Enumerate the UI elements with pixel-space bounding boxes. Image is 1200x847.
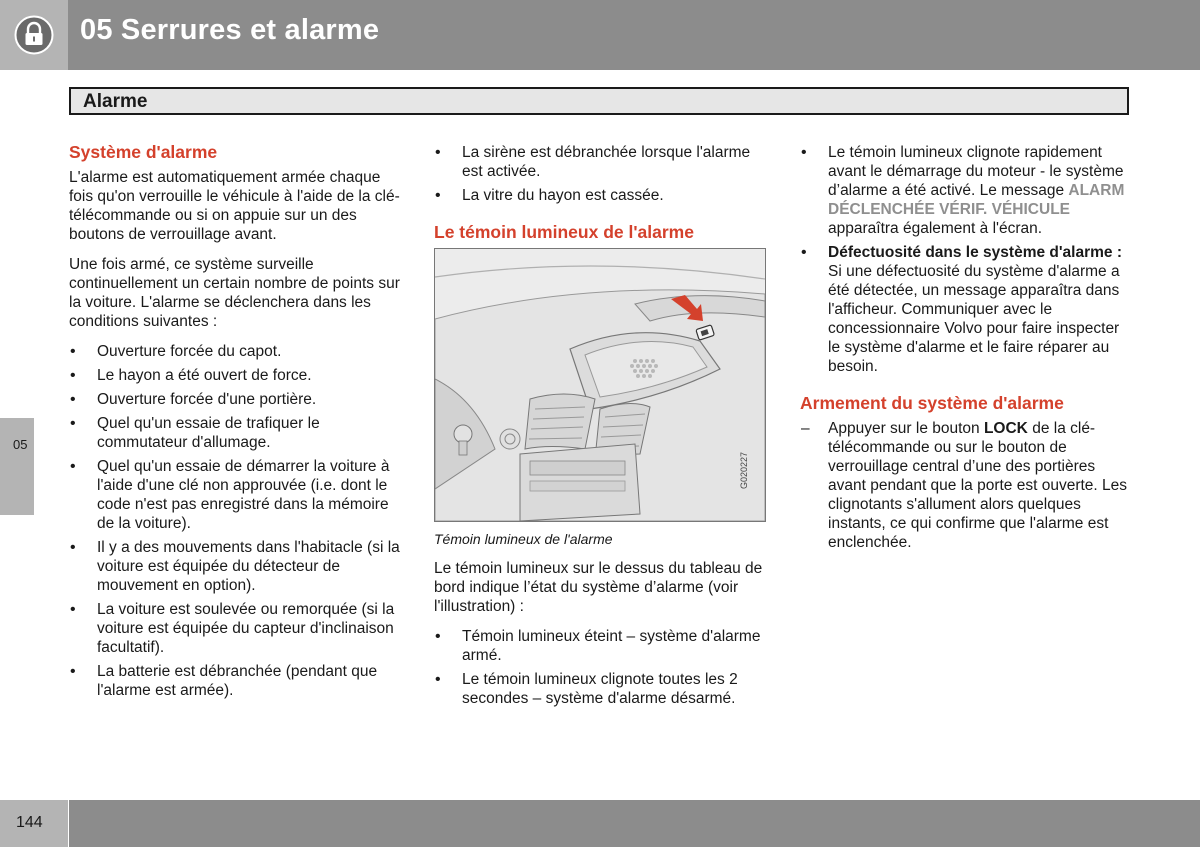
list-item: • La voiture est soulevée ou remorquée (si la voiture est équipée du capteur d'inclinaison facultatif).: [69, 600, 404, 657]
bold-lead: Défectuosité dans le système d'alarme :: [828, 244, 1123, 261]
list-item: • Le témoin lumineux clignote toutes les 2 secondes – système d'alarme désarmé.: [434, 670, 768, 708]
list-item: • Quel qu'un essaie de démarrer la voiture à l'aide d'une clé non approuvée (i.e. dont le code n'est pas enregistré dans la mémoire de la voiture).: [69, 457, 404, 533]
list-item: • Ouverture forcée du capot.: [69, 342, 404, 361]
heading-systeme-alarme: Système d'alarme: [69, 142, 218, 162]
footer-bar: [69, 800, 1200, 847]
list-item: • Il y a des mouvements dans l'habitacle (si la voiture est équipée du détecteur de mouvement en option).: [69, 538, 404, 595]
page-number: 144: [16, 814, 43, 831]
text: Le témoin lumineux clignote rapidement avant le démarrage du moteur - le système d’alarme a été activé. Le message: [828, 144, 1124, 199]
arming-steps-list: [800, 419, 1132, 552]
column-1: [69, 143, 404, 710]
dashboard-drawing: [435, 249, 765, 521]
column-2: [434, 143, 768, 718]
text: Si une défectuosité du système d'alarme a été détectée, un message apparaîtra dans l'afficheur. Communiquer avec le concessionnaire Volvo pour faire inspecter le système d'alarme et le faire réparer au besoin.: [828, 263, 1120, 375]
list-item: [800, 419, 1132, 552]
list-item: • La batterie est débranchée (pendant que l'alarme est armée).: [69, 662, 404, 700]
paragraph-conditions: Une fois armé, ce système surveille continuellement un certain nombre de points sur la voiture. L'alarme se déclenchera dans les conditions suivantes :: [69, 256, 400, 330]
heading-temoin-lumineux: Le témoin lumineux de l'alarme: [434, 222, 694, 242]
section-title: Alarme: [83, 91, 148, 112]
figure-caption: Témoin lumineux de l'alarme: [434, 531, 613, 547]
trigger-conditions-list-cont: [434, 143, 768, 205]
section-header: [69, 87, 1129, 115]
list-item: • Témoin lumineux éteint – système d'alarme armé.: [434, 627, 768, 665]
list-item: [800, 143, 1132, 238]
list-item: • Quel qu'un essaie de trafiquer le commutateur d'allumage.: [69, 414, 404, 452]
padlock-icon: [14, 15, 54, 55]
trigger-conditions-list: [69, 342, 404, 700]
text: de la clé-télécommande ou sur le bouton de verrouillage central d’une des portières avant pendant que la porte est ouverte. Les clignotants s'allument alors quelques instants, ce qui confirme que l'alarme est enclenchée.: [828, 420, 1128, 551]
paragraph-intro: L'alarme est automatiquement armée chaque fois qu'on verrouille le véhicule à l'aide de la clé-télécommande ou si on appuie sur un des boutons de verrouillage avant.: [69, 169, 400, 243]
list-item: • Le hayon a été ouvert de force.: [69, 366, 404, 385]
button-name: LOCK: [983, 420, 1028, 437]
list-item: [800, 243, 1132, 376]
column-3: [800, 143, 1132, 552]
figure-code: G020227: [739, 451, 749, 489]
indicator-states-list: [434, 627, 768, 708]
chapter-title: 05 Serrures et alarme: [80, 14, 380, 46]
list-item: • Ouverture forcée d'une portière.: [69, 390, 404, 409]
indicator-states-list-cont: [800, 143, 1132, 376]
list-item: • La vitre du hayon est cassée.: [434, 186, 768, 205]
chapter-side-tab-label: 05: [13, 437, 28, 452]
text: Appuyer sur le bouton: [828, 420, 980, 437]
text: apparaîtra également à l'écran.: [828, 220, 1043, 237]
list-item: • La sirène est débranchée lorsque l'alarme est activée.: [434, 143, 768, 181]
paragraph-temoin: Le témoin lumineux sur le dessus du tableau de bord indique l’état du système d’alarme (voir l'illustration) :: [434, 560, 763, 615]
dashboard-illustration: [434, 248, 766, 522]
header-icon-box: [0, 0, 68, 70]
display-message: ALARM DÉCLENCHÉE VÉRIF. VÉHICULE: [828, 182, 1125, 218]
chapter-side-tab: [0, 418, 34, 515]
heading-armement: Armement du système d'alarme: [800, 393, 1064, 413]
